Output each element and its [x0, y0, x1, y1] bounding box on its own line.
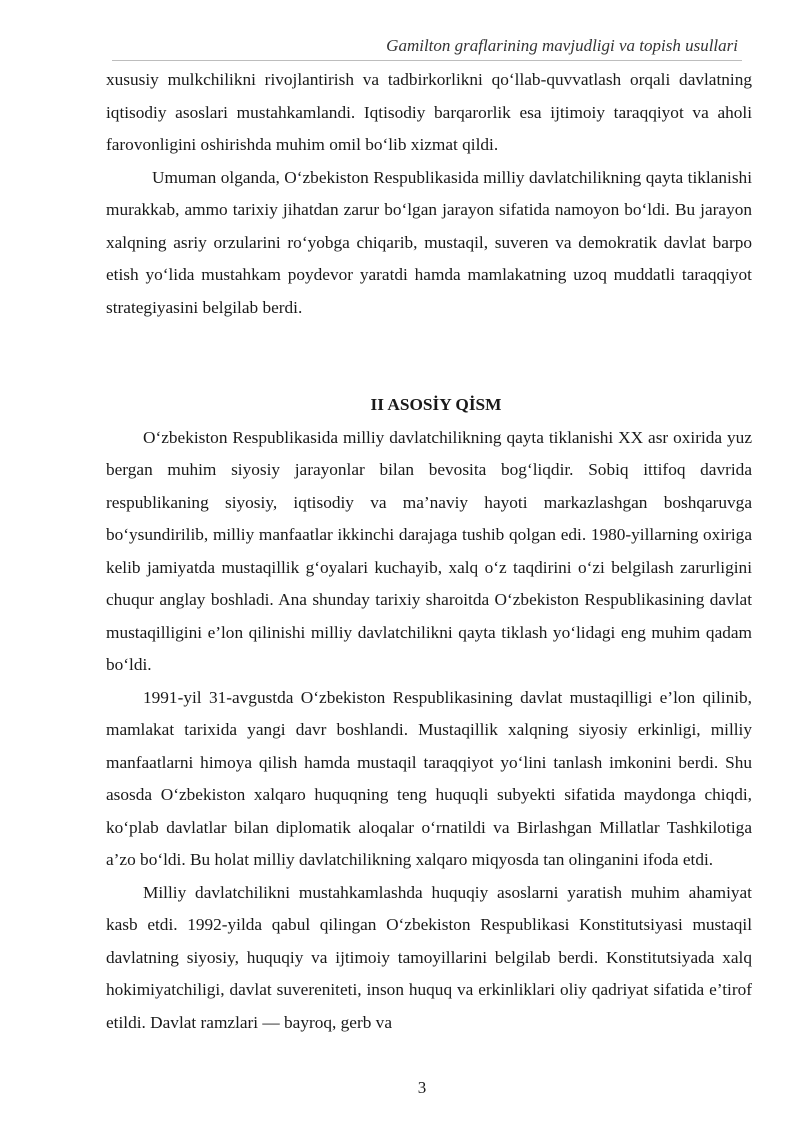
- body-paragraph: O‘zbekiston Respublikasida milliy davlatchilikning qayta tiklanishi XX asr oxirida yuz bergan muhim siyosiy jarayonlar bilan bevosita bog‘liqdir. Sobiq ittifoq davrida respublikaning siyosiy, iqtisodiy va ma’naviy hayoti markazlashgan boshqaruvga bo‘ysundirilib, milliy manfaatlar ikkinchi darajaga tushib qolgan edi. 1980-yillarning oxiriga kelib jamiyatda mustaqillik g‘oyalari kuchayib, xalq o‘z taqdirini o‘zi belgilash zarurligini chuqur anglay boshladi. Ana shunday tarixiy sharoitda O‘zbekiston Respublikasining davlat mustaqilligini e’lon qilinishi milliy davlatchilikni qayta tiklash yo‘lidagi eng muhim qadam bo‘ldi.: [106, 427, 752, 674]
- page-number: 3: [417, 1078, 427, 1097]
- header-rule: [112, 60, 742, 61]
- section-spacer: [106, 324, 752, 389]
- body-paragraph: Milliy davlatchilikni mustahkamlashda huquqiy asoslarni yaratish muhim ahamiyat kasb etdi. 1992-yilda qabul qilingan O‘zbekiston Respublikasi Konstitutsiyasi mustaqil davlatning siyosiy, huquqiy va ijtimoiy tamoyillarini belgilab berdi. Konstitutsiyada xalq hokimiyatchiligi, davlat suvereniteti, inson huquq va erkinliklari oliy qadriyat sifatida e’tirof etildi. Davlat ramzlari — bayroq, gerb va: [106, 882, 752, 1032]
- body-paragraph: 1991-yil 31-avgustda O‘zbekiston Respublikasining davlat mustaqilligi e’lon qilinib, mamlakat tarixida yangi davr boshlandi. Mustaqillik xalqning siyosiy erkinligi, milliy manfaatlarni himoya qilish hamda mustaqil taraqqiyot yo‘lini tanlash imkonini berdi. Shu asosda O‘zbekiston xalqaro huquqning teng huquqli subyekti sifatida maydonga chiqdi, ko‘plab davlatlar bilan diplomatik aloqalar o‘rnatildi va Birlashgan Millatlar Tashkilotiga a’zo bo‘ldi. Bu holat milliy davlatchilikning xalqaro miqyosda tan olinganini ifoda etdi.: [106, 687, 752, 869]
- page-body: [106, 64, 752, 1039]
- body-paragraph: xususiy mulkchilikni rivojlantirish va tadbirkorlikni qo‘llab-quvvatlash orqali davlatning iqtisodiy asoslari mustahkamlandi. Iqtisodiy barqarorlik esa ijtimoiy taraqqiyot va aholi farovonligini oshirishda muhim omil bo‘lib xizmat qildi.: [106, 70, 752, 154]
- running-header: Gamilton graflarining mavjudligi va topish usullari: [386, 36, 738, 55]
- body-paragraph: Umuman olganda, O‘zbekiston Respublikasida milliy davlatchilikning qayta tiklanishi murakkab, ammo tarixiy jihatdan zarur bo‘lgan jarayon sifatida namoyon bo‘ldi. Bu jarayon xalqning asriy orzularini ro‘yobga chiqarib, mustaqil, suveren va demokratik davlat barpo etish yo‘lida mustahkam poydevor yaratdi hamda mamlakatning uzoq muddatli taraqqiyot strategiyasini belgilab berdi.: [106, 167, 752, 317]
- section-heading: II ASOSİY QİSM: [370, 395, 502, 414]
